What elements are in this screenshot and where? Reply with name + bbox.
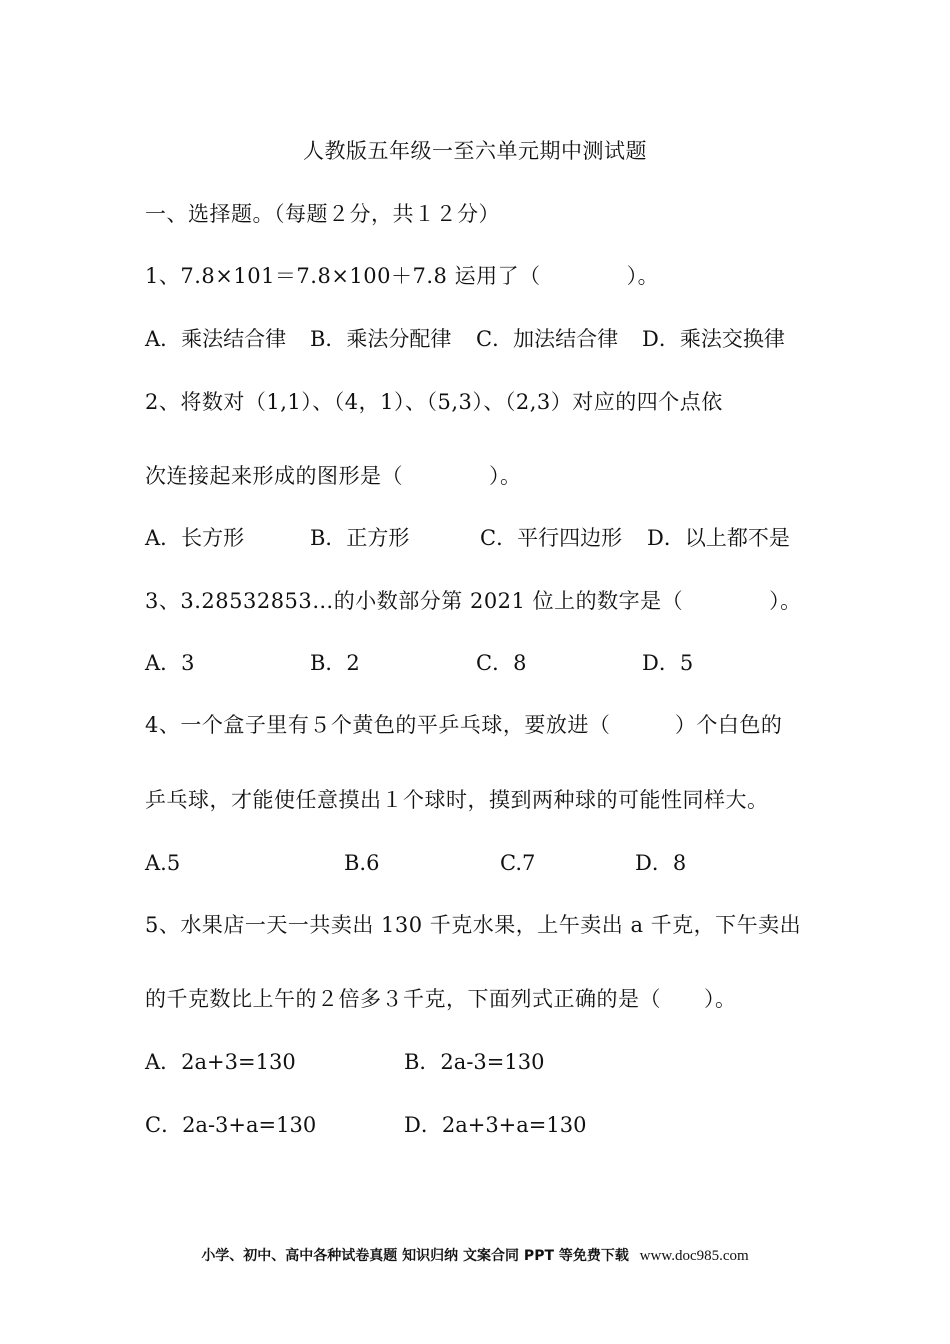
question-4-option-a: A.5 — [145, 851, 181, 875]
question-1-option-a: A．乘法结合律 — [145, 327, 287, 351]
question-5-option-c: C．2a-3+a=130 — [145, 1113, 317, 1137]
question-5-text-line-1: 5、水果店一天一共卖出 130 千克水果，上午卖出 a 千克，下午卖出 — [145, 913, 802, 937]
question-2-text-line-2: 次连接起来形成的图形是（ ）。 — [145, 464, 522, 488]
question-5-option-b: B．2a-3=130 — [404, 1050, 545, 1074]
question-4-option-d: D．8 — [635, 851, 687, 875]
footer — [0, 1244, 950, 1267]
question-3-text: 3、3.28532853…的小数部分第 2021 位上的数字是（ ）。 — [145, 589, 802, 613]
question-1-option-b: B．乘法分配律 — [310, 327, 452, 351]
footer-text: 小学、初中、高中各种试卷真题 知识归纳 文案合同 PPT 等免费下载 — [201, 1248, 629, 1264]
question-5-text-line-2: 的千克数比上午的２倍多３千克，下面列式正确的是（ ）。 — [145, 987, 737, 1011]
question-1-option-c: C．加法结合律 — [476, 327, 619, 351]
question-2-option-a: A．长方形 — [145, 526, 245, 550]
question-5-option-a: A．2a+3=130 — [145, 1050, 296, 1074]
question-4-option-c: C.7 — [500, 851, 536, 875]
question-3-option-c: C．8 — [476, 651, 527, 675]
question-1-option-d: D．乘法交换律 — [642, 327, 785, 351]
question-2-option-d: D．以上都不是 — [647, 526, 790, 550]
question-3-option-a: A．3 — [145, 651, 195, 675]
question-3-option-d: D．5 — [642, 651, 694, 675]
question-4-text-line-1: 4、一个盒子里有５个黄色的平乒乓球，要放进（ ）个白色的 — [145, 713, 783, 737]
question-5-option-d: D．2a+3+a=130 — [404, 1113, 587, 1137]
question-2-option-c: C．平行四边形 — [480, 526, 623, 550]
question-4-option-b: B.6 — [344, 851, 380, 875]
question-2-option-b: B．正方形 — [310, 526, 410, 550]
question-1-text: 1、7.8×101＝7.8×100＋7.8 运用了（ ）。 — [145, 264, 660, 288]
section-heading: 一、选择题。（每题２分，共１２分） — [145, 202, 500, 226]
page-title: 人教版五年级一至六单元期中测试题 — [303, 139, 647, 163]
footer-url-link[interactable]: www.doc985.com — [639, 1248, 749, 1264]
question-4-text-line-2: 乒乓球，才能使任意摸出１个球时，摸到两种球的可能性同样大。 — [145, 788, 769, 812]
question-3-option-b: B．2 — [310, 651, 360, 675]
question-2-text-line-1: 2、将数对（1,1）、（4，1）、（5,3）、（2,3）对应的四个点依 — [145, 390, 723, 414]
